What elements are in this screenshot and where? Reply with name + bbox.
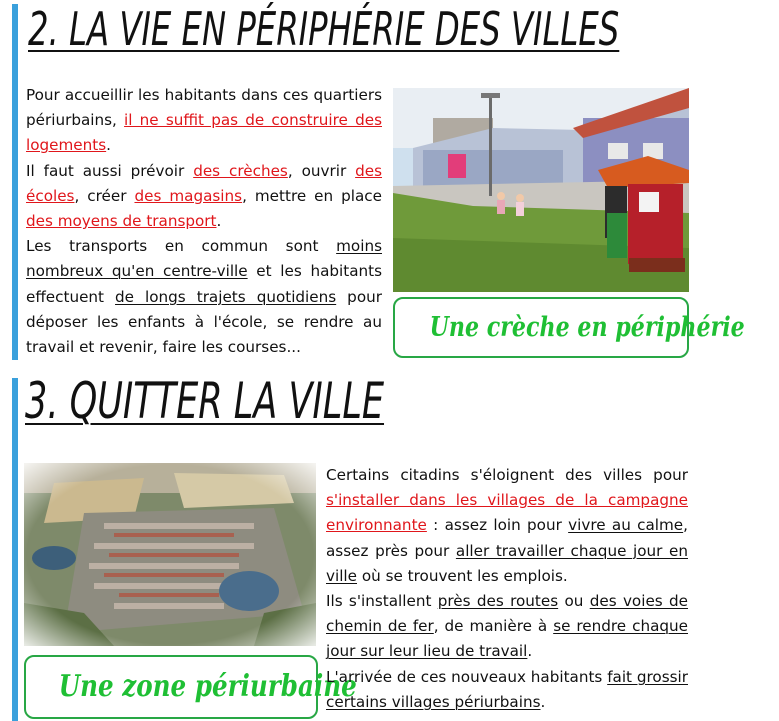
creche-photo [393,88,689,292]
keyword-moins-nombreux: moins nombreux qu'en centre-ville [26,237,382,281]
section-2-paragraph-1: Pour accueillir les habitants dans ces quartiers périurbains, il ne suffit pas de construire des logements. [26,86,382,155]
aerial-periurban-photo [24,463,316,646]
section-3-title: 3. QUITTER LA VILLE [25,372,385,430]
keyword-routes: près des routes [437,592,559,611]
keyword-lieu-travail: se rendre chaque jour sur leur lieu de travail [326,617,688,661]
keyword-vivre-calme: vivre au calme [568,516,684,535]
section-3-paragraph-1: Certains citadins s'éloignent des villes pour s'installer dans les villages de la campagne environnante : assez loin pour vivre au calme, assez près pour aller travailler chaque jour en ville où se trouvent les emplois. [326,466,688,585]
keyword-transport: des moyens de transport [26,212,217,231]
keyword-villages-campagne: s'installer dans les villages de la campagne environnante [326,491,688,535]
keyword-logements: il ne suffit pas de construire des logements [26,111,382,155]
section-2-title: 2. LA VIE EN PÉRIPHÉRIE DES VILLES [28,2,620,56]
aerial-photo-illustration [24,463,316,646]
section-3-text [326,463,688,715]
keyword-fait-grossir: fait grossir certains villages périurbains [326,667,688,711]
keyword-travailler-ville: aller travailler chaque jour en ville [326,541,688,585]
section-3-paragraph-2: Ils s'installent près des routes ou des voies de chemin de fer, de manière à se rendre chaque jour sur leur lieu de travail. [326,592,689,661]
section-2-paragraph-3: Les transports en commun sont moins nombreux qu'en centre-ville et les habitants effectuent de longs trajets quotidiens pour déposer les enfants à l'école, se rendre au travail et revenir, faire les courses... [26,237,382,357]
keyword-magasins: des magasins [134,186,243,205]
section-3-accent-bar [12,378,18,721]
section-2-paragraph-2: Il faut aussi prévoir des crèches, ouvrir des écoles, créer des magasins, mettre en place des moyens de transport. [26,161,383,231]
section-2-accent-bar [12,4,18,360]
section-3-paragraph-3: L'arrivée de ces nouveaux habitants fait grossir certains villages périurbains. [326,667,688,711]
keyword-chemin-de-fer: des voies de chemin de fer [326,592,689,636]
keyword-longs-trajets: de longs trajets quotidiens [115,287,337,306]
keyword-ecoles: des écoles [26,161,383,205]
section-2-text [26,83,382,360]
periurban-caption: Une zone périurbaine [24,655,318,719]
creche-photo-illustration [393,88,689,292]
creche-caption: Une crèche en périphérie [393,297,689,358]
keyword-creches: des crèches [193,161,288,180]
